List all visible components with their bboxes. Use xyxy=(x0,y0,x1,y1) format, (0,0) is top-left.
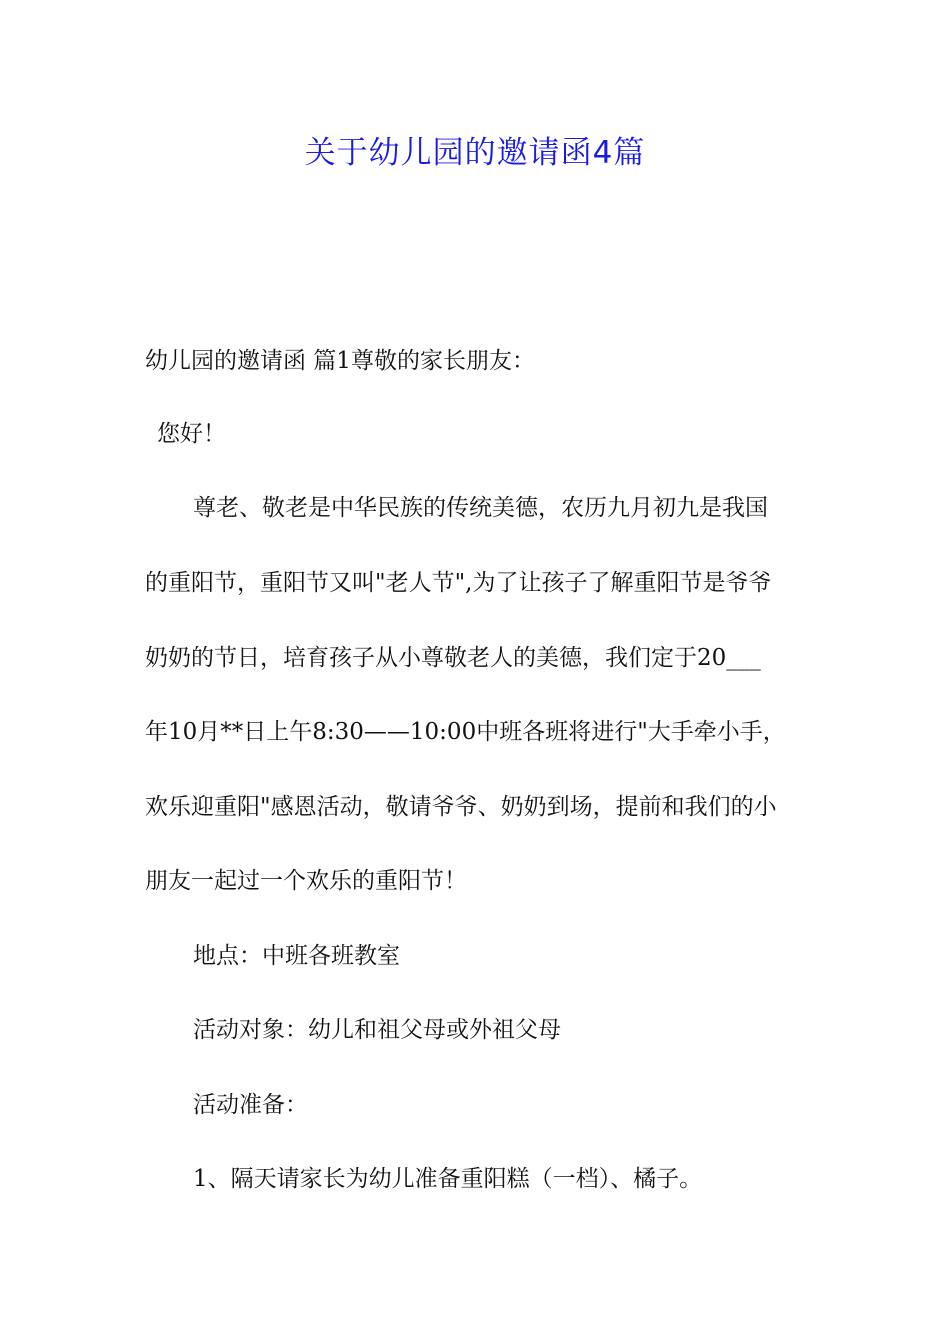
body-line-3: 奶奶的节日，培育孩子从小尊敬老人的美德，我们定于20___ xyxy=(145,645,761,671)
body-line-4: 年10月**日上午8:30——10:00中班各班将进行"大手牵小手， xyxy=(145,719,786,745)
body-line-1: 尊老、敬老是中华民族的传统美德，农历九月初九是我国 xyxy=(193,495,768,521)
participants-line: 活动对象：幼儿和祖父母或外祖父母 xyxy=(193,1017,561,1043)
location-line: 地点：中班各班教室 xyxy=(193,943,400,969)
document-title: 关于幼儿园的邀请函4篇 xyxy=(304,135,646,171)
preparation-item-1: 1、隔天请家长为幼儿准备重阳糕（一档）、橘子。 xyxy=(193,1166,703,1192)
body-line-2: 的重阳节，重阳节又叫"老人节",为了让孩子了解重阳节是爷爷 xyxy=(145,570,772,596)
preparation-heading: 活动准备： xyxy=(193,1092,308,1118)
salutation: 您好！ xyxy=(157,421,226,447)
body-line-5: 欢乐迎重阳"感恩活动，敬请爷爷、奶奶到场，提前和我们的小 xyxy=(145,794,777,820)
greeting-heading: 幼儿园的邀请函 篇1尊敬的家长朋友： xyxy=(145,348,535,374)
body-line-6: 朋友一起过一个欢乐的重阳节！ xyxy=(145,868,467,894)
